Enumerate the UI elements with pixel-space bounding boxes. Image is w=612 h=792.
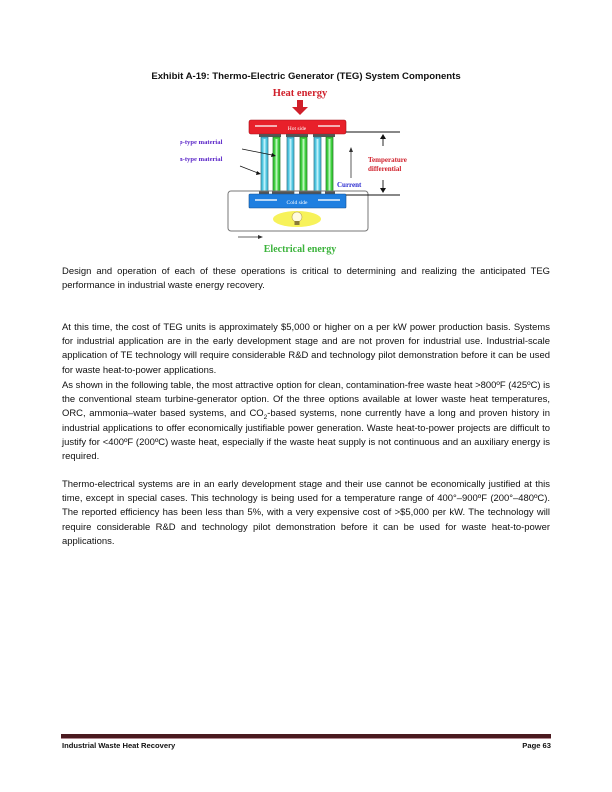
paragraph-3-part-1: As shown in the following table, the most attractive option for clean, contamination-free waste heat >800ºF (425ºC) is the conventional steam turbine-generator option. Of the three options available at lower waste heat temperatures, ORC, ammonia–water based systems, and CO xyxy=(62,380,550,420)
light-bulb-icon xyxy=(273,211,321,227)
temperature-label-line1: Temperature xyxy=(368,156,407,164)
current-arrow-icon xyxy=(349,147,353,178)
temperature-label-line2: differential xyxy=(368,165,402,173)
hot-side-plate xyxy=(249,120,346,134)
footer-page-number: Page 63 xyxy=(522,741,551,750)
paragraph-2: At this time, the cost of TEG units is approximately $5,000 or higher on a per kW power production basis. Systems for industrial application are in the early development stage and are not proven for industrial use. Industrial-scale application of TE technology will require considerable R&D and technology pilot demonstration before it can be used for waste heat-to-power applications. xyxy=(62,322,550,376)
paragraph-3 xyxy=(62,379,550,464)
paragraph-3-subscript: 2 xyxy=(263,414,268,422)
thermoelectric-legs xyxy=(261,137,333,194)
footer-document-title: Industrial Waste Heat Recovery xyxy=(62,741,176,750)
n-type-label: n-type material xyxy=(180,156,223,163)
teg-diagram xyxy=(180,84,420,256)
paragraph-1: Design and operation of each of these operations is critical to determining and realizing the anticipated TEG performance in industrial waste energy recovery. xyxy=(62,266,550,292)
heat-arrow-icon xyxy=(292,100,308,115)
cold-side-plate xyxy=(249,194,346,208)
p-type-label: p-type material xyxy=(180,139,223,146)
exhibit-title: Exhibit A-19: Thermo-Electric Generator (TEG) System Components xyxy=(151,71,461,82)
current-label: Current xyxy=(337,181,362,189)
paragraph-4: Thermo-electrical systems are in an early development stage and their use cannot be economically justified at this time, except in special cases. This technology is being used for a temperature range of 400°–900ºF (200°–480ºC). The reported efficiency has been less than 5%, with a very expensive cost of >$5,000 per kW. The technology will require considerable R&D and technology pilot demonstration before it can be used for waste heat-to-power applications. xyxy=(62,479,550,547)
electrical-energy-label: Electrical energy xyxy=(263,244,337,255)
cold-side-label: Cold side xyxy=(286,200,308,206)
paragraph-3-part-2: -based systems, none currently have a long and proven history in industrial applications to offer economically justifiable power generation. Waste heat-to-power projects are difficult to justify for <400ºF (200ºC) waste heat, especially if the waste heat supply is not continuous and an auxiliary energy is required. xyxy=(62,408,550,463)
footer-rule xyxy=(61,734,551,739)
heat-energy-label: Heat energy xyxy=(272,88,328,99)
circuit-arrow-icon xyxy=(238,235,263,239)
hot-side-label: Hot side xyxy=(287,126,307,132)
